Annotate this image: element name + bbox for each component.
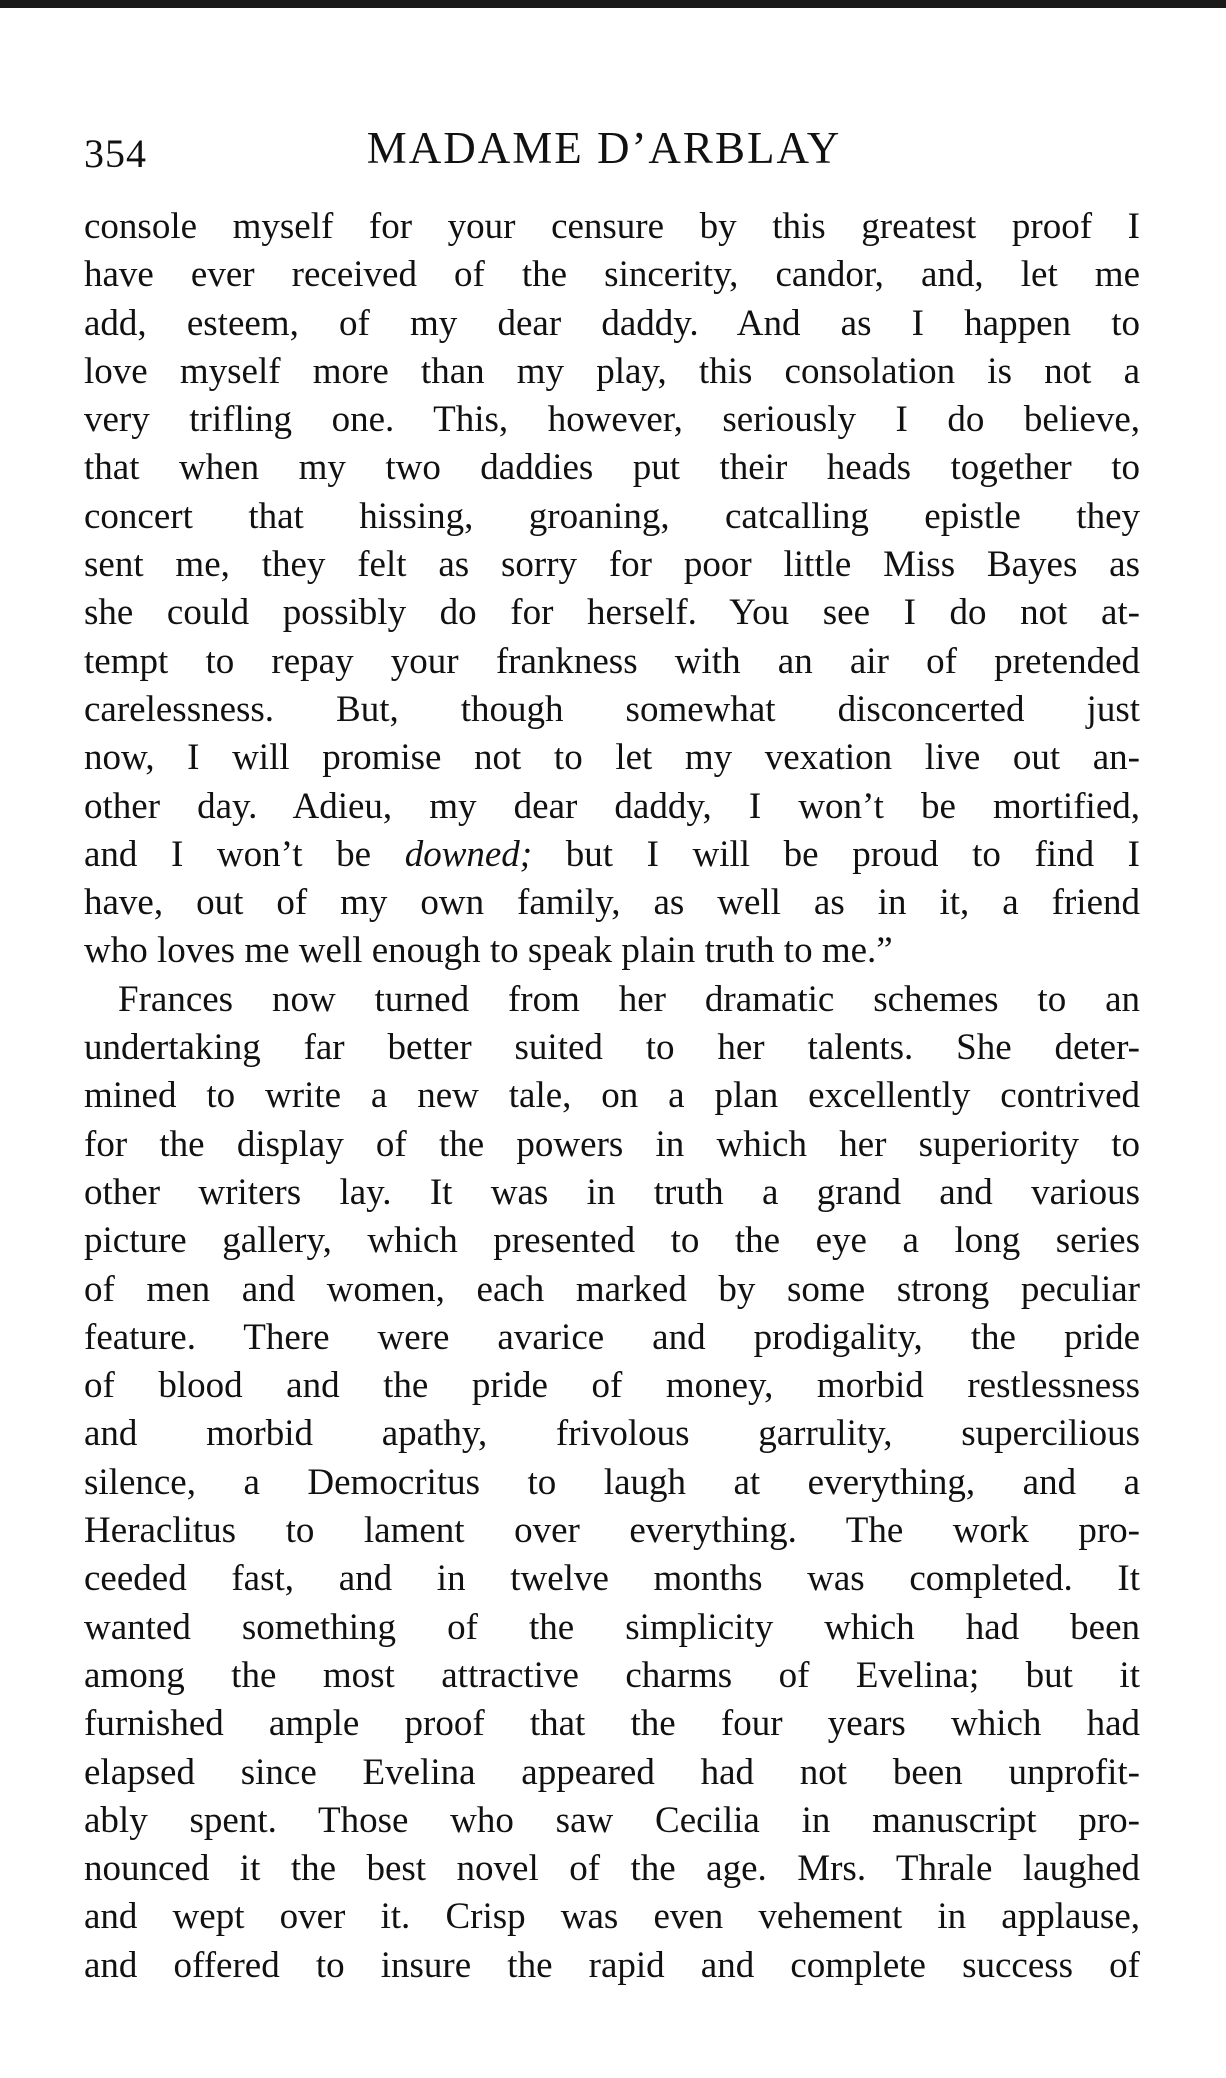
running-title: MADAME D’ARBLAY [366,123,842,173]
text-line: of men and women, each marked by some strong peculiar [84,1268,1140,1310]
text-line: now, I will promise not to let my vexation live out an- [84,737,1140,779]
page-number: 354 [84,131,147,176]
text-line: have ever received of the sincerity, candor, and, let me [84,254,1140,296]
paragraph-letter-continuation [84,203,1140,976]
text-line: add, esteem, of my dear daddy. And as I happen to [84,302,1140,344]
text-line: among the most attractive charms of Evelina; but it [84,1654,1140,1696]
text-segment: and I won’t be [84,833,405,875]
text-line: console myself for your censure by this greatest proof I [84,206,1140,247]
text-line: who loves me well enough to speak plain truth to me.” [84,930,893,972]
text-line: nounced it the best novel of the age. Mrs. Thrale laughed [84,1848,1140,1890]
text-line: silence, a Democritus to laugh at everything, and a [84,1461,1140,1503]
text-line: Heraclitus to lament over everything. The work pro- [84,1510,1140,1552]
text-line: and offered to insure the rapid and complete success of [84,1944,1140,1986]
text-line: ceeded fast, and in twelve months was completed. It [84,1558,1140,1600]
text-line: mined to write a new tale, on a plan excellently contrived [84,1075,1140,1117]
text-line: very trifling one. This, however, seriously I do believe, [84,399,1140,441]
body-text [84,203,1140,1990]
text-line: that when my two daddies put their heads together to [84,447,1140,489]
paragraph-cecilia [84,976,1140,1990]
text-line: and wept over it. Crisp was even vehement in applause, [84,1896,1140,1938]
text-line: she could possibly do for herself. You see I do not at- [84,592,1140,634]
italic-word: downed; [404,833,533,875]
text-line: concert that hissing, groaning, catcalling epistle they [84,495,1140,537]
text-line: for the display of the powers in which her superiority to [84,1123,1140,1165]
text-line: ably spent. Those who saw Cecilia in manuscript pro- [84,1799,1140,1841]
running-header [84,122,1144,182]
text-line: tempt to repay your frankness with an air of pretended [84,640,1140,682]
text-segment: but I will be proud to find I [532,833,1140,875]
text-line: feature. There were avarice and prodigality, the pride [84,1316,1140,1358]
text-line-with-italic [84,831,1140,879]
text-line: of blood and the pride of money, morbid restlessness [84,1365,1140,1407]
text-line: elapsed since Evelina appeared had not been unprofit- [84,1751,1140,1793]
text-line: love myself more than my play, this consolation is not a [84,350,1140,392]
text-line: and morbid apathy, frivolous garrulity, supercilious [84,1413,1140,1455]
text-line: have, out of my own family, as well as in it, a friend [84,882,1140,924]
text-line: picture gallery, which presented to the eye a long series [84,1220,1140,1262]
text-line: other writers lay. It was in truth a grand and various [84,1171,1140,1213]
text-line: furnished ample proof that the four years which had [84,1703,1140,1745]
text-line: undertaking far better suited to her talents. She deter- [84,1027,1140,1069]
text-line: other day. Adieu, my dear daddy, I won’t be mortified, [84,785,1140,827]
top-edge-rule [0,0,1226,8]
text-line: wanted something of the simplicity which had been [84,1606,1140,1648]
text-line: carelessness. But, though somewhat disconcerted just [84,688,1140,730]
text-line: Frances now turned from her dramatic schemes to an [118,978,1140,1020]
text-line: sent me, they felt as sorry for poor little Miss Bayes as [84,544,1140,586]
